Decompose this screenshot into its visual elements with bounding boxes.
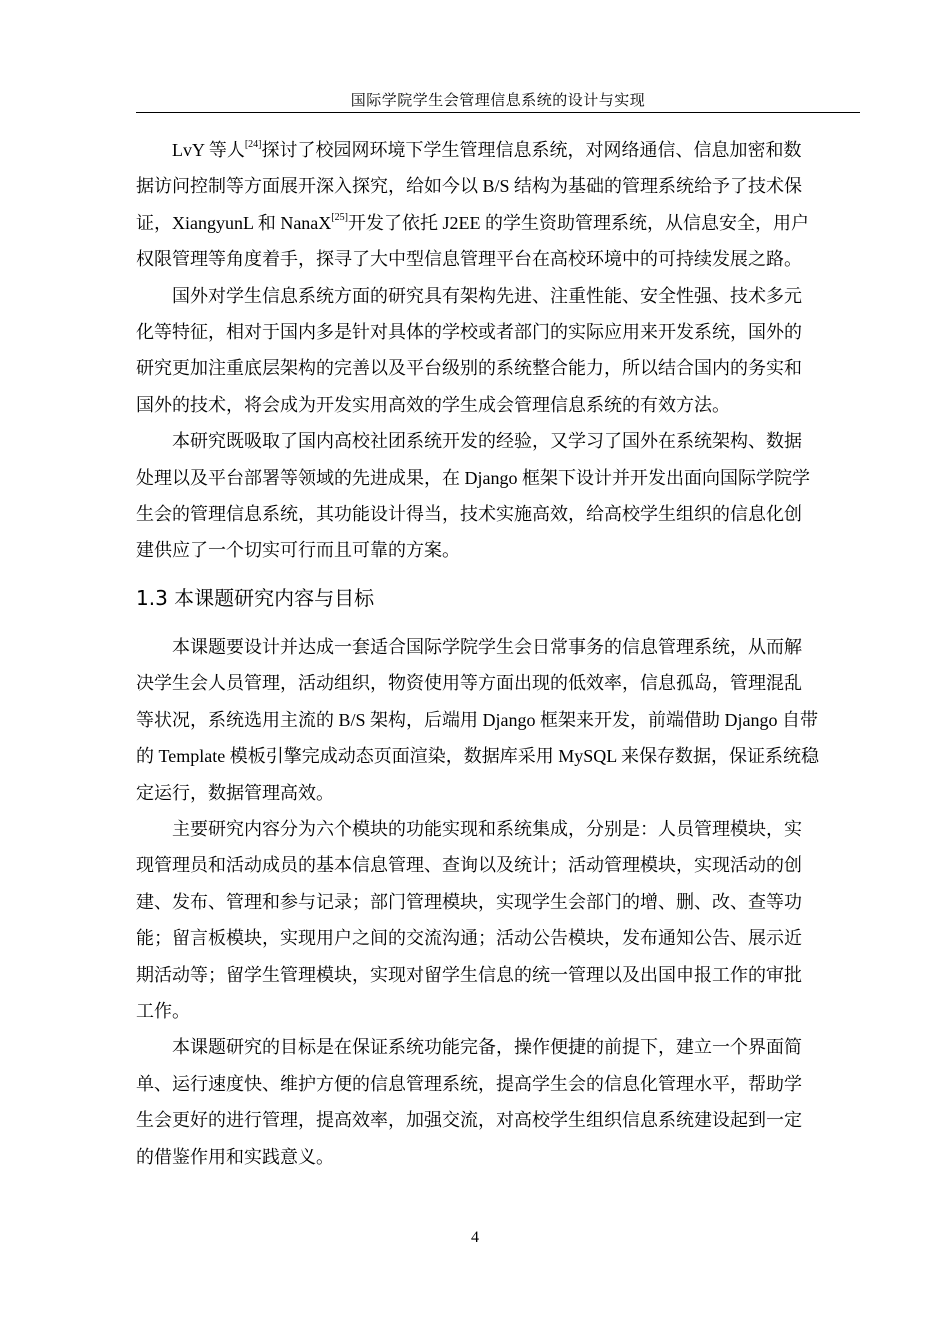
text-run: 探讨了校园网环境下学生管理信息系统，对网络通信、信息加密和数 (261, 140, 802, 160)
text-line: 主要研究内容分为六个模块的功能实现和系统集成，分别是：人员管理模块，实 (172, 818, 802, 839)
text-line: 国外的技术，将会成为开发实用高效的学生成会管理信息系统的有效方法。 (136, 394, 730, 415)
text-line: 权限管理等角度着手，探寻了大中型信息管理平台在高校环境中的可持续发展之路。 (136, 249, 802, 270)
citation-superscript: [25] (331, 211, 348, 223)
text-line: 本课题研究的目标是在保证系统功能完备，操作便捷的前提下，建立一个界面简 (172, 1037, 802, 1058)
paragraph (136, 629, 850, 811)
text-line (136, 205, 850, 241)
text-run: 证，XiangyunL 和 NanaX (136, 212, 332, 233)
text-line: 本研究既吸取了国内高校社团系统开发的经验，又学习了国外在系统架构、数据 (172, 431, 802, 452)
text-line: 决学生会人员管理，活动组织，物资使用等方面出现的低效率，信息孤岛，管理混乱 (136, 673, 802, 694)
text-line: 能；留言板模块，实现用户之间的交流沟通；活动公告模块，发布通知公告、展示近 (136, 928, 802, 949)
text-line: 定运行，数据管理高效。 (136, 782, 334, 803)
text-line: 建、发布、管理和参与记录；部门管理模块，实现学生会部门的增、删、改、查等功 (136, 891, 802, 912)
text-line: 本课题要设计并达成一套适合国际学院学生会日常事务的信息管理系统，从而解 (172, 636, 802, 657)
text-line: 单、运行速度快、维护方便的信息管理系统，提高学生会的信息化管理水平，帮助学 (136, 1073, 802, 1094)
text-line: 国外对学生信息系统方面的研究具有架构先进、注重性能、安全性强、技术多元 (172, 285, 802, 306)
page-number: 4 (471, 1229, 479, 1246)
text-run: 开发了依托 J2EE 的学生资助管理系统，从信息安全，用户 (347, 212, 809, 233)
header-rule (136, 112, 860, 113)
text-line: 研究更加注重底层架构的完善以及平台级别的系统整合能力，所以结合国内的务实和 (136, 358, 802, 379)
section-paragraphs (136, 629, 850, 1175)
text-line (136, 132, 850, 168)
paragraph (136, 423, 850, 569)
text-line: 的借鉴作用和实践意义。 (136, 1146, 334, 1167)
intro-paragraphs (136, 132, 850, 569)
section-heading: 1.3 本课题研究内容与目标 (136, 585, 375, 610)
text-line: 现管理员和活动成员的基本信息管理、查询以及统计；活动管理模块，实现活动的创 (136, 855, 802, 876)
running-header: 国际学院学生会管理信息系统的设计与实现 (350, 93, 646, 109)
text-line: 的 Template 模板引擎完成动态页面渲染，数据库采用 MySQL 来保存数据，保证系统稳 (136, 746, 820, 767)
text-line: 工作。 (136, 1000, 190, 1021)
paragraph (136, 1029, 850, 1175)
paragraph (136, 132, 850, 278)
text-line: 期活动等；留学生管理模块，实现对留学生信息的统一管理以及出国申报工作的审批 (136, 964, 802, 985)
text-line: 等状况，系统选用主流的 B/S 架构，后端用 Django 框架来开发，前端借助 Django 自带 (136, 709, 818, 730)
text-line: 生会的管理信息系统，其功能设计得当，技术实施高效，给高校学生组织的信息化创 (136, 504, 802, 525)
text-line: 化等特征，相对于国内多是针对具体的学校或者部门的实际应用来开发系统，国外的 (136, 322, 802, 343)
text-line: 建供应了一个切实可行而且可靠的方案。 (136, 540, 460, 561)
paragraph (136, 811, 850, 1029)
page-body (136, 132, 850, 1175)
text-line: 处理以及平台部署等领域的先进成果，在 Django 框架下设计并开发出面向国际学院学 (136, 467, 810, 488)
text-line: 生会更好的进行管理，提高效率，加强交流，对高校学生组织信息系统建设起到一定 (136, 1110, 802, 1131)
citation-superscript: [24] (244, 139, 262, 150)
paragraph (136, 278, 850, 424)
text-run: LvY 等人 (172, 140, 245, 160)
text-line: 据访问控制等方面展开深入探究，给如今以 B/S 结构为基础的管理系统给予了技术保 (136, 176, 803, 197)
